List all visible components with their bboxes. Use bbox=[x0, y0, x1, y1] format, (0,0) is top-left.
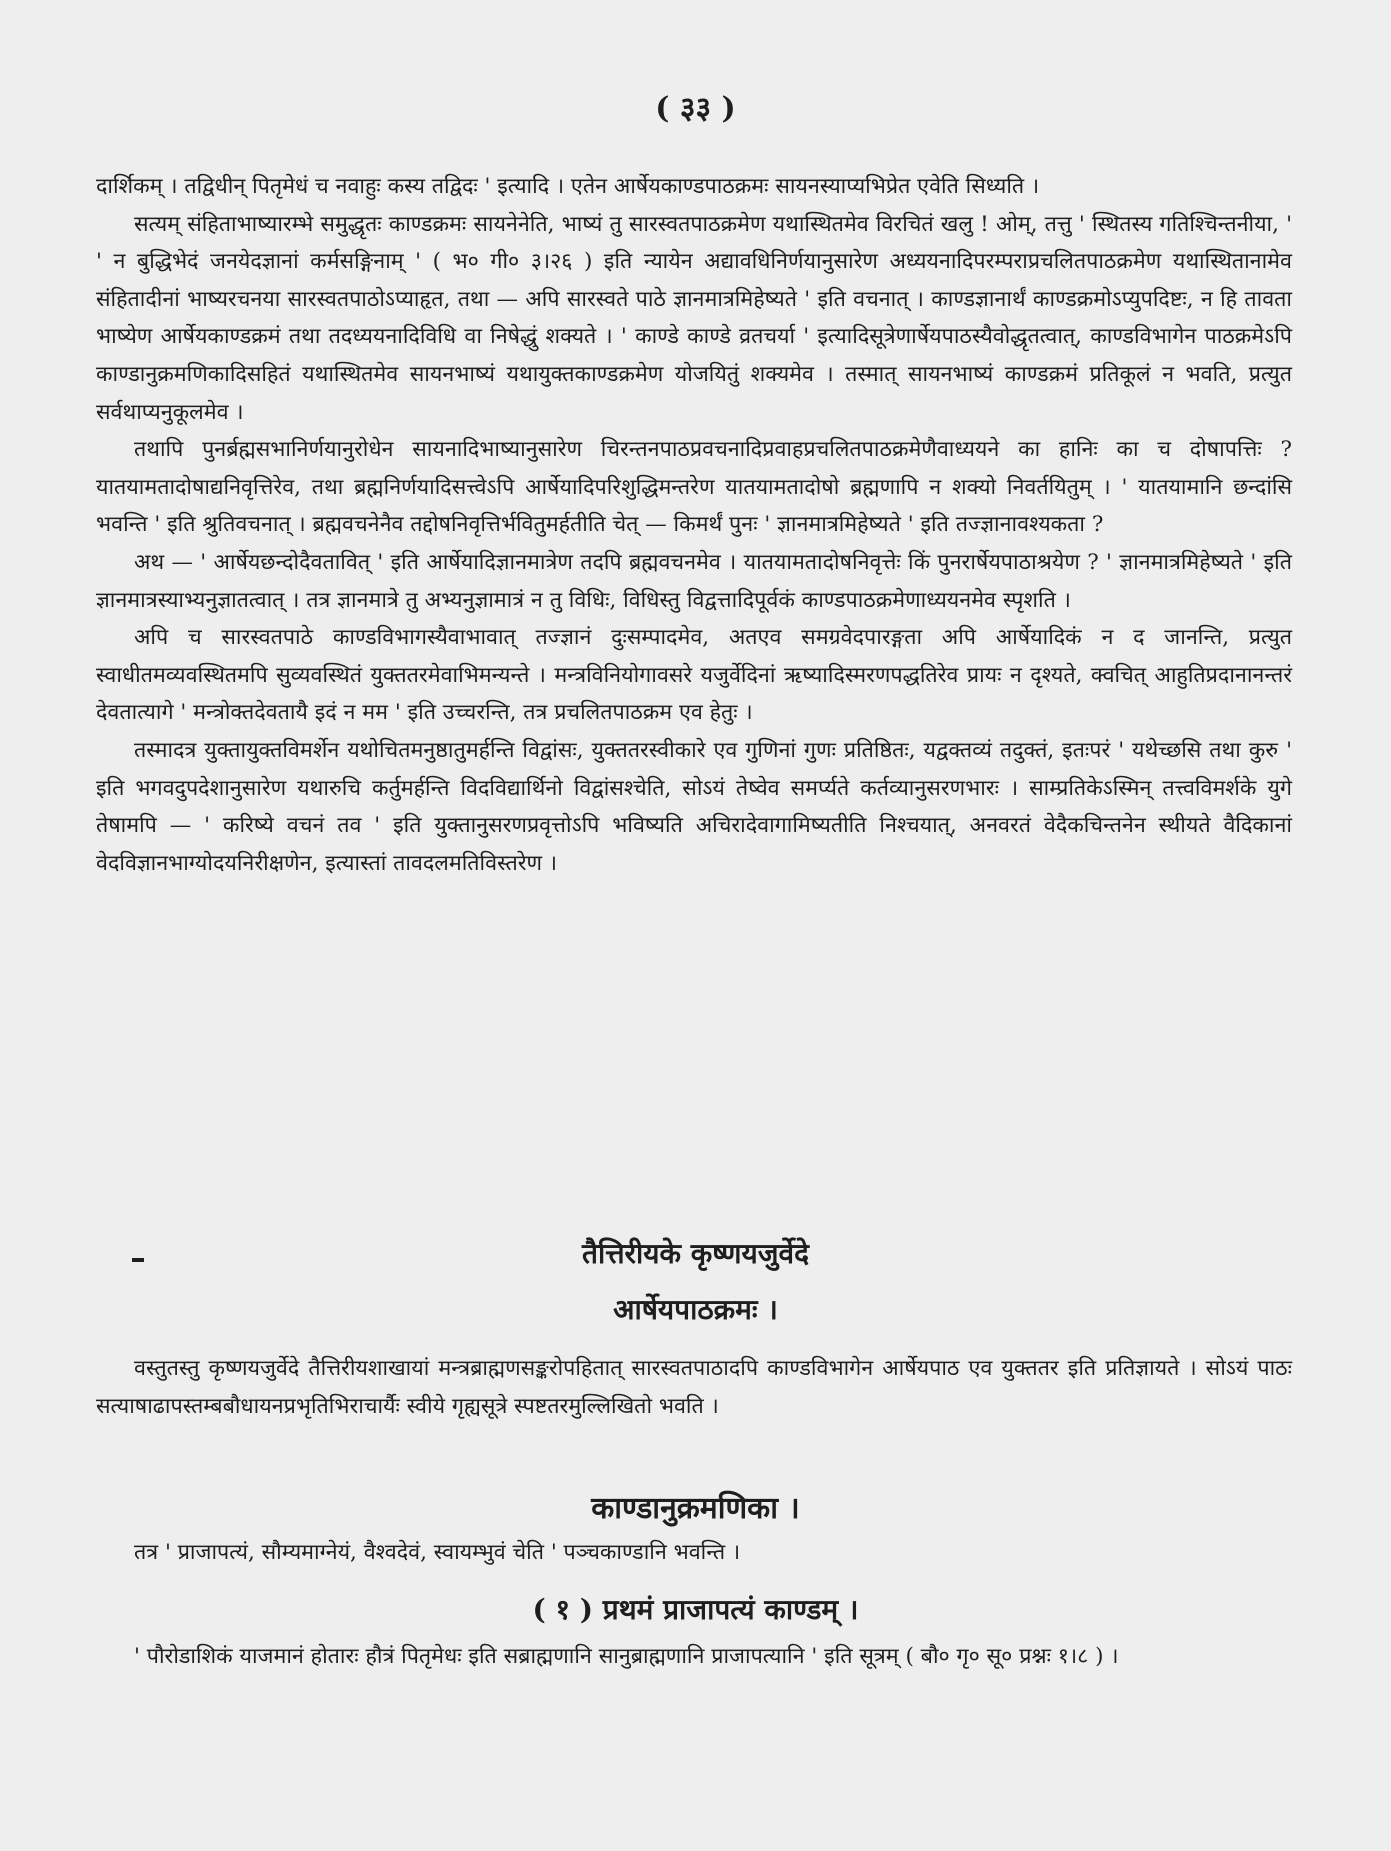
paragraph: तत्र ' प्राजापत्यं, सौम्यमाग्नेयं, वैश्वदेवं, स्वायम्भुवं चेति ' पञ्चकाण्डानि भवन्ति । bbox=[134, 1540, 741, 1565]
heading-taittiriya: तैत्तिरीयके कृष्णयजुर्वेदे bbox=[582, 1237, 809, 1270]
intro-text bbox=[96, 168, 1292, 882]
anukramanika-paragraph bbox=[96, 1534, 1292, 1572]
sutra-paragraph bbox=[96, 1638, 1292, 1676]
paragraph: सत्यम् संहिताभाष्यारम्भे समुद्धृतः काण्डक्रमः सायनेनेति, भाष्यं तु सारस्वतपाठक्रमेण यथास्थितमेव विरचितं खलु ! ओम्, तत्तु ' स्थितस्य गतिश्चिन्तनीया, ' ' न बुद्धिभेदं जनयेदज्ञानां कर्मसङ्गिनाम् ' ( भ० गी० ३।२६ ) इति न्यायेन अद्यावधिनिर्णयानुसारेण अध्ययनादिपरम्पराप्रचलितपाठक्रमेण यथास्थितानामेव संहितादीनां भाष्यरचनया सारस्वतपाठोऽप्याहृत, तथा — अपि सारस्वते पाठे ज्ञानमात्रमिहेष्यते ' इति वचनात् । काण्डज्ञानार्थं काण्डक्रमोऽप्युपदिष्टः, न हि तावता भाष्येण आर्षेयकाण्डक्रमं तथा तदध्ययनादिविधि वा निषेद्धुं शक्यते । ' काण्डे काण्डे व्रतचर्या ' इत्यादिसूत्रेणार्षेयपाठस्यैवोद्धृतत्वात्, काण्डविभागेन पाठक्रमेऽपि काण्डानुक्रमणिकादिसहितं यथास्थितमेव सायनभाष्यं यथायुक्तकाण्डक्रमेण योजयितुं शक्यमेव । तस्मात् सायनभाष्यं काण्डक्रमं प्रतिकूलं न भवति, प्रत्युत सर्वथाप्यनुकूलमेव । bbox=[96, 211, 1292, 425]
dash-mark bbox=[132, 1258, 144, 1262]
paragraph: तथापि पुनर्ब्रह्मसभानिर्णयानुरोधेन सायनादिभाष्यानुसारेण चिरन्तनपाठप्रवचनादिप्रवाहप्रचलितपाठक्रमेणैवाध्ययने का हानिः का च दोषापत्तिः ? यातयामतादोषाद्यनिवृत्तिरेव, तथा ब्रह्मनिर्णयादिसत्त्वेऽपि आर्षेयादिपरिशुद्धिमन्तरेण यातयामतादोषो ब्रह्मणापि न शक्यो निवर्तयितुम् । ' यातयामानि छन्दांसि भवन्ति ' इति श्रुतिवचनात् । ब्रह्मवचनेनैव तद्दोषनिवृत्तिर्भवितुमर्हतीति चेत् — किमर्थं पुनः ' ज्ञानमात्रमिहेष्यते ' इति तज्ज्ञानावश्यकता ? bbox=[96, 437, 1292, 538]
paragraph: अपि च सारस्वतपाठे काण्डविभागस्यैवाभावात् तज्ज्ञानं दुःसम्पादमेव, अतएव समग्रवेदपारङ्गता अपि आर्षेयादिकं न द जानन्ति, प्रत्युत स्वाधीतमव्यवस्थितमपि सुव्यवस्थितं युक्ततरमेवाभिमन्यन्ते । मन्त्रविनियोगावसरे यजुर्वेदिनां ऋष्यादिस्मरणपद्धतिरेव प्रायः न दृश्यते, क्वचित् आहुतिप्रदानानन्तरं देवतात्यागे ' मन्त्रोक्तदेवतायै इदं न मम ' इति उच्चरन्ति, तत्र प्रचलितपाठक्रम एव हेतुः । bbox=[96, 625, 1292, 726]
paragraph: वस्तुतस्तु कृष्णयजुर्वेदे तैत्तिरीयशाखायां मन्त्रब्राह्मणसङ्करोपहितात् सारस्वतपाठादपि काण्डविभागेन आर्षेयपाठ एव युक्ततर इति प्रतिज्ञायते । सोऽयं पाठः सत्याषाढापस्तम्बबौधायनप्रभृतिभिराचार्यैः स्वीये गृह्यसूत्रे स्पष्टतरमुल्लिखितो भवति । bbox=[96, 1356, 1292, 1419]
arsheya-paragraph bbox=[96, 1350, 1292, 1425]
paragraph: दार्शिकम् । तद्विधीन् पितृमेधं च नवाहुः कस्य तद्विदः ' इत्यादि । एतेन आर्षेयकाण्डपाठक्रमः सायनस्याप्यभिप्रेत एवेति सिध्यति । bbox=[96, 174, 1040, 199]
anukramanika-title: काण्डानुक्रमणिका । bbox=[591, 1491, 800, 1526]
section-title-prajapatya: ( १ ) प्रथमं प्राजापत्यं काण्डम् । bbox=[532, 1593, 859, 1626]
page-number: ( ३३ ) bbox=[655, 91, 736, 126]
paragraph: अथ — ' आर्षेयछन्दोदैवतावित् ' इति आर्षेयादिज्ञानमात्रेण तदपि ब्रह्मवचनमेव । यातयामतादोषनिवृत्तेः किं पुनरार्षेयपाठाश्रयेण ? ' ज्ञानमात्रमिहेष्यते ' इति ज्ञानमात्रस्याभ्यनुज्ञातत्वात् । तत्र ज्ञानमात्रे तु अभ्यनुज्ञामात्रं न तु विधिः, विधिस्तु विद्वत्तादिपूर्वकं काण्डपाठक्रमेणाध्ययनमेव स्पृशति । bbox=[96, 549, 1292, 613]
paragraph: तस्मादत्र युक्तायुक्तविमर्शेन यथोचितमनुष्ठातुमर्हन्ति विद्वांसः, युक्ततरस्वीकारे एव गुणिनां गुणः प्रतिष्ठितः, यद्वक्तव्यं तदुक्तं, इतःपरं ' यथेच्छसि तथा कुरु ' इति भगवदुपदेशानुसारेण यथारुचि कर्तुमर्हन्ति विदविद्यार्थिनो विद्वांसश्चेति, सोऽयं तेष्वेव समर्प्यते कर्तव्यानुसरणभारः । साम्प्रतिकेऽस्मिन् तत्त्वविमर्शके युगे तेषामपि — ' करिष्ये वचनं तव ' इति युक्तानुसरणप्रवृत्तोऽपि भविष्यति अचिरादेवागामिष्यतीति निश्चयात्, अनवरतं वेदैकचिन्तनेन स्थीयते वैदिकानां वेदविज्ञानभाग्योदयनिरीक्षणेन, इत्यास्तां तावदलमतिविस्तरेण । bbox=[96, 737, 1292, 876]
paragraph: ' पौरोडाशिकं याजमानं होतारः हौत्रं पितृमेधः इति सब्राह्मणानि सानुब्राह्मणानि प्राजापत्यानि ' इति सूत्रम् ( बौ० गृ० सू० प्रश्नः १।८ ) । bbox=[134, 1644, 1119, 1669]
heading-arsheya-patha: आर्षेयपाठक्रमः । bbox=[613, 1293, 778, 1326]
